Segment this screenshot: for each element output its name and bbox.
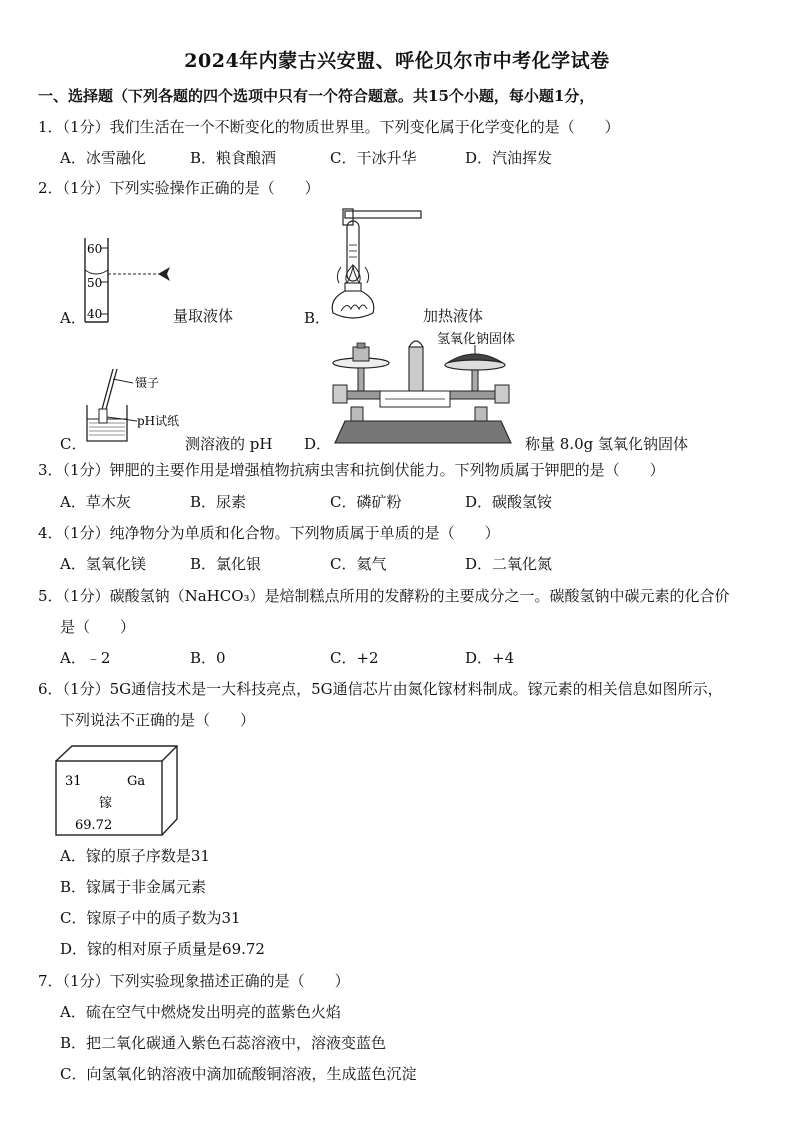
q2-option-a: A． <box>60 309 86 327</box>
balance-figure <box>325 325 525 450</box>
q5-option-c: C．+2 <box>330 649 379 667</box>
question-6-stem-cont: 下列说法不正确的是（ ） <box>60 711 256 729</box>
q6-option-b: B．镓属于非金属元素 <box>60 878 207 896</box>
element-mass: 69.72 <box>75 818 113 833</box>
q6-option-c: C．镓原子中的质子数为31 <box>60 909 241 927</box>
q3-option-d: D．碳酸氢铵 <box>465 493 553 511</box>
question-2-stem: 2．（1分）下列实验操作正确的是（ ） <box>38 179 320 197</box>
q6-option-d: D．镓的相对原子质量是69.72 <box>60 940 265 958</box>
q2-caption-a: 量取液体 <box>173 307 234 325</box>
question-6-stem: 6．（1分）5G通信技术是一大科技亮点，5G通信芯片由氮化镓材料制成。镓元素的相关信息如图所示， <box>38 680 723 698</box>
question-5-stem: 5．（1分）碳酸氢钠（NaHCO₃）是焙制糕点所用的发酵粉的主要成分之一。碳酸氢钠中碳元素的化合价 <box>38 587 730 605</box>
naoh-solid-label: 氢氧化钠固体 <box>437 332 516 347</box>
q3-option-a: A．草木灰 <box>60 493 131 511</box>
q5-option-d: D．+4 <box>465 649 515 667</box>
q2-caption-d: 称量 8.0g 氢氧化钠固体 <box>525 435 688 453</box>
cylinder-tick-40: 40 <box>87 307 103 321</box>
periodic-table-cell <box>55 745 179 837</box>
q2-option-b: B． <box>304 309 331 327</box>
heating-test-tube-figure <box>325 205 435 330</box>
q4-option-c: C．氦气 <box>330 555 387 573</box>
q7-option-b: B．把二氧化碳通入紫色石蕊溶液中，溶液变蓝色 <box>60 1034 387 1052</box>
q2-caption-c: 测溶液的 pH <box>185 435 273 453</box>
q3-option-c: C．磷矿粉 <box>330 493 402 511</box>
q7-option-a: A．硫在空气中燃烧发出明亮的蓝紫色火焰 <box>60 1003 341 1021</box>
eye-icon <box>158 267 170 281</box>
ph-test-figure <box>75 365 195 447</box>
cylinder-tick-60: 60 <box>87 242 103 256</box>
q4-option-a: A．氢氧化镁 <box>60 555 146 573</box>
q5-option-b: B．0 <box>190 649 226 667</box>
section-heading: 一、选择题（下列各题的四个选项中只有一个符合题意。共15个小题，每小题1分， <box>38 87 595 105</box>
q1-option-a: A．冰雪融化 <box>60 149 146 167</box>
question-1-stem: 1．（1分）我们生活在一个不断变化的物质世界里。下列变化属于化学变化的是（ ） <box>38 118 620 136</box>
cylinder-tick-50: 50 <box>87 276 103 290</box>
q4-option-b: B．氯化银 <box>190 555 262 573</box>
tweezers-label: 镊子 <box>135 376 160 390</box>
question-5-stem-cont: 是（ ） <box>60 618 136 636</box>
q2-caption-b: 加热液体 <box>423 307 484 325</box>
question-3-stem: 3．（1分）钾肥的主要作用是增强植物抗病虫害和抗倒伏能力。下列物质属于钾肥的是（ ） <box>38 461 665 479</box>
q1-option-b: B．粮食酿酒 <box>190 149 277 167</box>
q1-option-c: C．干冰升华 <box>330 149 417 167</box>
element-symbol: Ga <box>127 774 146 789</box>
q2-option-d: D． <box>304 435 332 453</box>
element-number: 31 <box>65 774 82 789</box>
question-4-stem: 4．（1分）纯净物分为单质和化合物。下列物质属于单质的是（ ） <box>38 524 500 542</box>
ph-paper-label: pH试纸 <box>137 414 180 428</box>
q1-option-d: D．汽油挥发 <box>465 149 553 167</box>
q4-option-d: D．二氧化氮 <box>465 555 553 573</box>
q5-option-a: A．﹣2 <box>60 649 111 667</box>
exam-title: 2024年内蒙古兴安盟、呼伦贝尔市中考化学试卷 <box>184 50 610 72</box>
element-name: 镓 <box>99 796 113 811</box>
q6-option-a: A．镓的原子序数是31 <box>60 847 210 865</box>
q2-option-c: C． <box>60 435 87 453</box>
q3-option-b: B．尿素 <box>190 493 247 511</box>
q7-option-c: C．向氢氧化钠溶液中滴加硫酸铜溶液，生成蓝色沉淀 <box>60 1065 417 1083</box>
question-7-stem: 7．（1分）下列实验现象描述正确的是（ ） <box>38 972 350 990</box>
